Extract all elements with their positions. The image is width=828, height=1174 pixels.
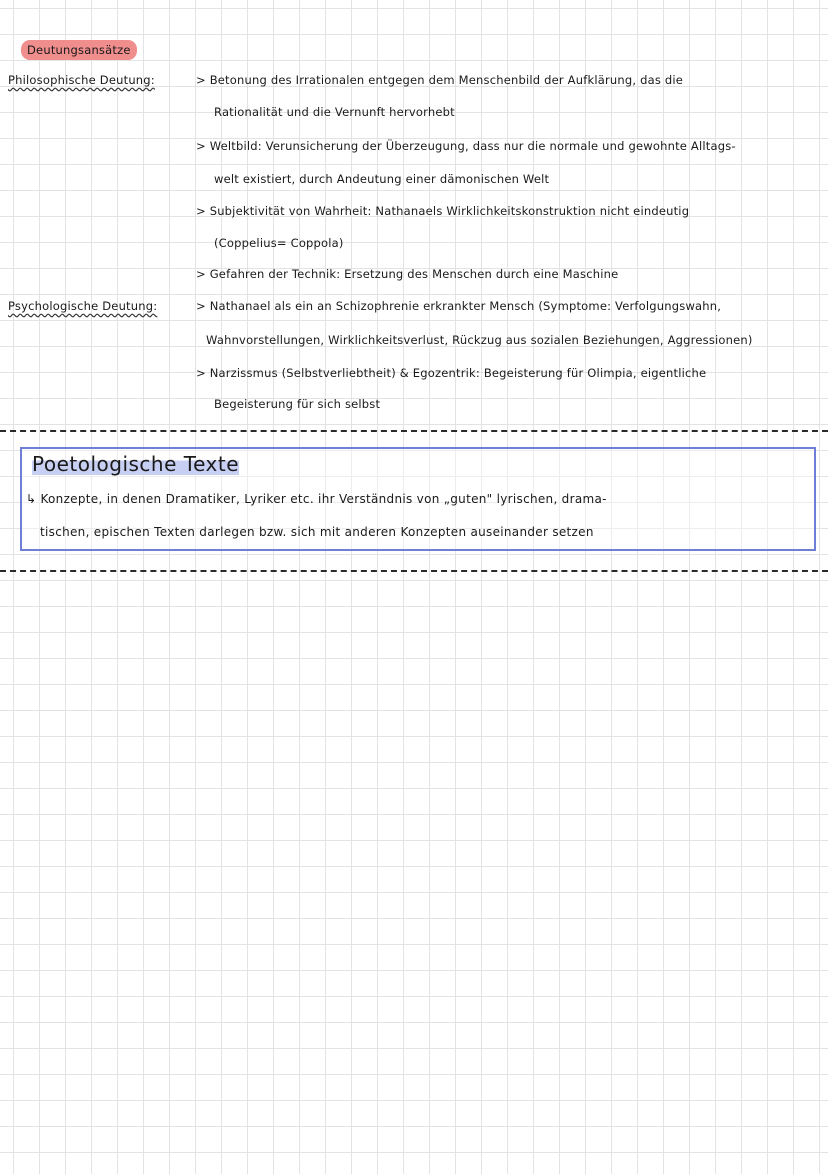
philosophical-label: Philosophische Deutung: (8, 73, 155, 87)
box-text-line-1: ↳ Konzepte, in denen Dramatiker, Lyriker etc. ihr Verständnis von „guten" lyrischen, drama- (26, 492, 607, 506)
box-title-text: Poetologische Texte (32, 452, 240, 476)
dashed-separator-bottom (0, 570, 828, 572)
psychological-label: Psychologische Deutung: (8, 299, 158, 313)
psychological-point-2-line-1: > Narzissmus (Selbstverliebtheit) & Egozentrik: Begeisterung für Olimpia, eigentliche (196, 366, 707, 380)
philosophical-point-2-line-1: > Weltbild: Verunsicherung der Überzeugung, dass nur die normale und gewohnte Alltags- (196, 139, 736, 153)
philosophical-point-1-line-1: > Betonung des Irrationalen entgegen dem Menschenbild der Aufklärung, das die (196, 73, 684, 87)
section-heading: Deutungsansätze (21, 40, 137, 60)
psychological-point-1-line-2: Wahnvorstellungen, Wirklichkeitsverlust, Rückzug aus sozialen Beziehungen, Aggressionen) (206, 333, 753, 347)
dashed-separator-top (0, 430, 828, 432)
philosophical-point-1-line-2: Rationalität und die Vernunft hervorhebt (214, 105, 455, 119)
philosophical-point-3-line-2: (Coppelius= Coppola) (214, 236, 344, 250)
psychological-point-2-line-2: Begeisterung für sich selbst (214, 397, 381, 411)
philosophical-point-4-line-1: > Gefahren der Technik: Ersetzung des Menschen durch eine Maschine (196, 267, 619, 281)
box-text-line-2: tischen, epischen Texten darlegen bzw. sich mit anderen Konzepten auseinander setzen (40, 525, 594, 539)
philosophical-point-3-line-1: > Subjektivität von Wahrheit: Nathanaels Wirklichkeitskonstruktion nicht eindeutig (196, 204, 690, 218)
psychological-point-1-line-1: > Nathanael als ein an Schizophrenie erkrankter Mensch (Symptome: Verfolgungswahn, (196, 299, 722, 313)
philosophical-point-2-line-2: welt existiert, durch Andeutung einer dämonischen Welt (214, 172, 550, 186)
box-title (30, 452, 241, 476)
